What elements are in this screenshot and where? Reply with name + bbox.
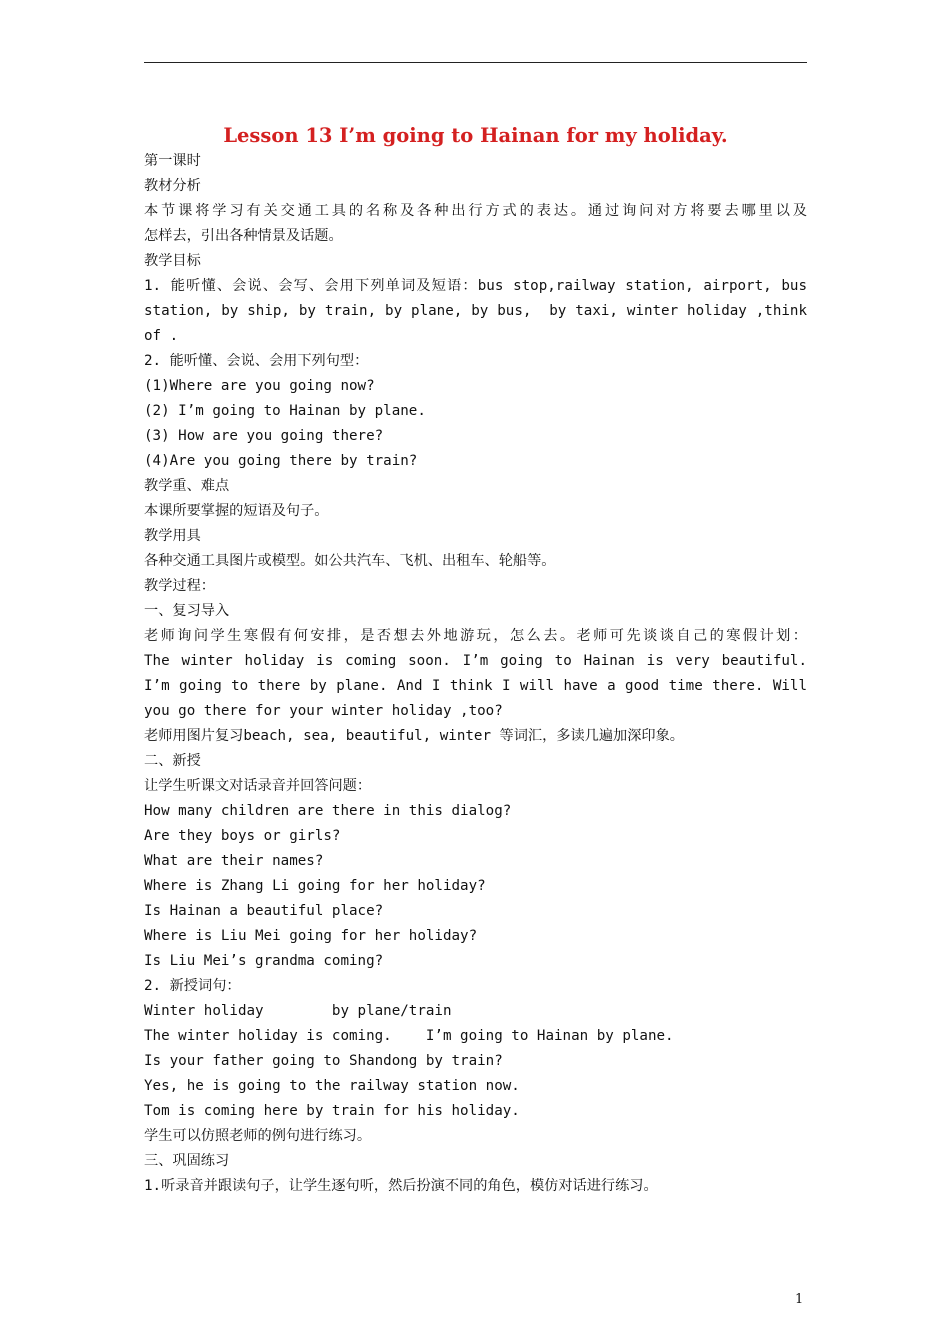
text-line: 1. 能听懂、会说、会写、会用下列单词及短语：bus stop,railway station, airport, bus <box>144 278 807 294</box>
text-line: Yes, he is going to the railway station now. <box>144 1078 520 1094</box>
text-line: 让学生听课文对话录音并回答问题： <box>144 778 372 794</box>
text-line: of . <box>144 328 179 344</box>
lesson-title: Lesson 13 I’m going to Hainan for my holiday. <box>223 124 728 147</box>
text-line: (1)Where are you going now? <box>144 378 375 394</box>
text-line: I’m going to there by plane. And I think I will have a good time there. Will <box>144 678 807 694</box>
text-line: 学生可以仿照老师的例句进行练习。 <box>144 1128 372 1144</box>
text-line: Winter holiday by plane/train <box>144 1003 452 1019</box>
text-line: 怎样去，引出各种情景及话题。 <box>144 228 343 244</box>
text-line: Are they boys or girls? <box>144 828 341 844</box>
text-line: 一、复习导入 <box>144 603 230 619</box>
text-line: 三、巩固练习 <box>144 1153 230 1169</box>
text-line: 2. 能听懂、会说、会用下列句型： <box>144 353 369 369</box>
text-line: (4)Are you going there by train? <box>144 453 418 469</box>
text-line: 第一课时 <box>144 153 201 169</box>
text-line: 本节课将学习有关交通工具的名称及各种出行方式的表达。通过询问对方将要去哪里以及 <box>144 203 807 219</box>
text-line: 老师询问学生寒假有何安排，是否想去外地游玩，怎么去。老师可先谈谈自己的寒假计划： <box>144 628 807 644</box>
lesson-body <box>144 149 807 1199</box>
text-line: 教学用具 <box>144 528 201 544</box>
text-line: you go there for your winter holiday ,too? <box>144 703 503 719</box>
header-rule <box>144 62 807 63</box>
text-line: Is Liu Mei’s grandma coming? <box>144 953 384 969</box>
text-line: 教材分析 <box>144 178 201 194</box>
text-line: 各种交通工具图片或模型。如公共汽车、飞机、出租车、轮船等。 <box>144 553 556 569</box>
text-line: 1.听录音并跟读句子，让学生逐句听，然后扮演不同的角色，模仿对话进行练习。 <box>144 1178 658 1194</box>
text-line: The winter holiday is coming. I’m going to Hainan by plane. <box>144 1028 674 1044</box>
text-line: 教学重、难点 <box>144 478 230 494</box>
text-line: 教学过程： <box>144 578 215 594</box>
text-line: 本课所要掌握的短语及句子。 <box>144 503 329 519</box>
text-line: 二、新授 <box>144 753 201 769</box>
text-line: Is your father going to Shandong by train? <box>144 1053 503 1069</box>
text-line: (2) I’m going to Hainan by plane. <box>144 403 426 419</box>
text-line: station, by ship, by train, by plane, by bus, by taxi, winter holiday ,think <box>144 303 807 319</box>
text-line: 教学目标 <box>144 253 201 269</box>
text-line: Where is Liu Mei going for her holiday? <box>144 928 478 944</box>
text-line: Is Hainan a beautiful place? <box>144 903 384 919</box>
text-line: Tom is coming here by train for his holiday. <box>144 1103 520 1119</box>
text-line: What are their names? <box>144 853 324 869</box>
page-number: 1 <box>795 1292 804 1307</box>
text-line: How many children are there in this dialog? <box>144 803 512 819</box>
text-line: 2. 新授词句： <box>144 978 241 994</box>
text-line: 老师用图片复习beach, sea, beautiful, winter 等词汇，多读几遍加深印象。 <box>144 728 684 744</box>
text-line: The winter holiday is coming soon. I’m going to Hainan is very beautiful. <box>144 653 807 669</box>
text-line: (3) How are you going there? <box>144 428 384 444</box>
text-line: Where is Zhang Li going for her holiday? <box>144 878 486 894</box>
